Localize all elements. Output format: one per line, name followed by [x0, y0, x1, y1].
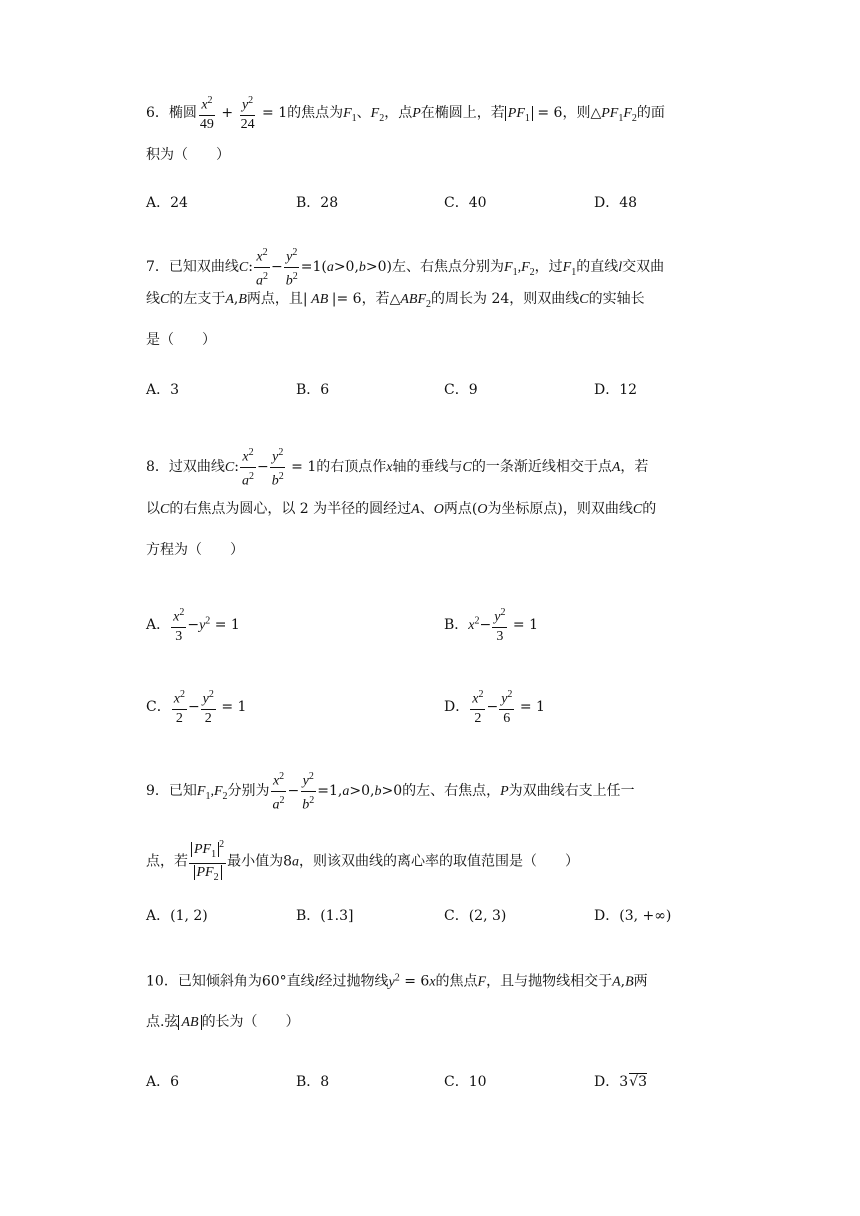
q10-text: 经过抛物线 — [318, 973, 389, 990]
q6-option-d: D．48 — [594, 195, 638, 211]
q8-text: 过双曲线 — [168, 459, 225, 476]
q6-text: 的面 — [636, 104, 665, 121]
q7-line1: 7．已知双曲线C: $\frac{x^2}{a^2}$ − $\frac{y^2}{b^2}$ =1(a>0,b>0)左、右焦点分别为$F_1,F_2$，过$F_1$的直线l交双曲 — [146, 244, 664, 290]
q9-text: 为双曲线右支上任一 — [508, 783, 635, 800]
q8-option-b: B．$x^2-$ $\frac{y^2}{3}$ = 1 — [444, 604, 538, 646]
q7-number: 7． — [146, 259, 169, 276]
q9-text: 的左、右焦点， — [402, 783, 501, 800]
q6-text: 椭圆 — [168, 104, 197, 121]
q8-line1: 8．过双曲线C: $\frac{x^2}{a^2}$ − $\frac{y^2}{b^2}$ = 1的右顶点作x轴的垂线与C的一条渐近线相交于点A，若 — [146, 444, 648, 490]
q6-text: 的焦点为 — [287, 104, 344, 121]
q10-option-c: C．10 — [444, 1074, 487, 1090]
q8-text: 轴的垂线与 — [392, 459, 463, 476]
q7-line3: 是（ ） — [146, 332, 216, 348]
q7-text: 线 — [146, 291, 160, 307]
q8-line3: 方程为（ ） — [146, 542, 244, 558]
q8-text: 的右顶点作 — [316, 459, 387, 476]
q8-number: 8． — [146, 459, 169, 476]
q6-option-a: A．24 — [146, 195, 188, 211]
option-label: D． — [594, 908, 620, 924]
q7-line2: 线C的左支于A,B两点，且| AB |= 6，若$\triangle ABF_2$的周长为 24，则双曲线C的实轴长 — [146, 291, 645, 310]
q7-text: ，若 — [361, 291, 390, 307]
option-value: (3, +∞) — [619, 908, 672, 924]
q7-frac-y: $\frac{y^2}{b^2}$ — [284, 244, 300, 290]
q7-text: 的直线 — [576, 259, 619, 276]
q8-option-a: A． $\frac{x^2}{3}$ $-y^2 = 1$ — [146, 604, 240, 646]
q9-text: ，则该双曲线的离心率的取值范围是（ ） — [299, 853, 580, 870]
q9-number: 9． — [146, 783, 169, 800]
q9-text: 已知 — [168, 783, 197, 800]
q6-frac-x: $\frac{x^2}{49}$ — [198, 92, 216, 134]
option-value: (2, 3) — [468, 908, 507, 924]
q9-text: 最小值为 — [227, 853, 284, 870]
q7-option-a: A．3 — [146, 382, 180, 398]
q10-text: 点.弦 — [146, 1014, 179, 1030]
q8-option-c: C． $\frac{x^2}{2}$ − $\frac{y^2}{2}$ = 1 — [146, 686, 246, 728]
q6-option-c: C．40 — [444, 195, 487, 211]
q7-option-c: C．9 — [444, 382, 478, 398]
q7-option-b: B．6 — [296, 382, 330, 398]
q6-frac-y: $\frac{y^2}{24}$ — [239, 92, 257, 134]
q10-number: 10． — [146, 973, 178, 990]
q7-option-d: D．12 — [594, 382, 638, 398]
q10-text: 已知倾斜角为 — [177, 973, 262, 990]
q10-text: 直线 — [286, 973, 315, 990]
q10-text: 的长为（ ） — [201, 1014, 300, 1030]
q10-text: 两 — [633, 973, 648, 990]
q8-text: 的一条渐近线相交于点 — [471, 459, 612, 476]
q6-number: 6． — [146, 104, 169, 121]
option-label: D． — [594, 1074, 620, 1090]
q7-text: 两点，且 — [246, 291, 303, 307]
q8-text: 的 — [642, 501, 657, 517]
q8-frac-x: $\frac{x^2}{a^2}$ — [240, 444, 256, 490]
q9-line1: 9．已知$F_1,F_2$分别为 $\frac{x^2}{a^2}$ − $\frac{y^2}{b^2}$ =1,a>0,b>0的左、右焦点，P为双曲线右支上任一 — [146, 768, 635, 814]
q6-text: ，则 — [562, 104, 591, 121]
option-label: C． — [146, 698, 171, 715]
q6-text: 、 — [356, 104, 371, 121]
option-label: C． — [444, 908, 469, 924]
option-label: D． — [444, 698, 470, 715]
q7-text: 已知双曲线 — [168, 259, 239, 276]
q8-text: 为坐标原点)，则双曲线 — [487, 501, 633, 517]
q8-option-d: D． $\frac{x^2}{2}$ − $\frac{y^2}{6}$ = 1 — [444, 686, 545, 728]
q7-text: 的周长为 24，则双曲线 — [431, 291, 580, 307]
q9-text: 点，若 — [146, 853, 188, 870]
option-label: B． — [444, 616, 469, 633]
option-value: (1.3] — [320, 908, 354, 924]
option-label: A． — [146, 908, 171, 924]
q10-option-d: D．3√3 — [594, 1074, 647, 1090]
q10-text: 的焦点 — [435, 973, 478, 990]
q8-line2: 以C的右焦点为圆心，以 2 为半径的圆经过A、O两点(O为坐标原点)，则双曲线C的 — [146, 501, 657, 517]
q10-option-b: B．8 — [296, 1074, 330, 1090]
q10-option-a: A．6 — [146, 1074, 180, 1090]
option-label: B． — [296, 908, 321, 924]
q9-line2: 点，若 $\frac{PF_1^2}{PF_2}$ 最小值为8a，则该双曲线的离心率的取值范围是（ ） — [146, 836, 579, 887]
q9-option-d — [594, 906, 671, 926]
q8-text: 两点( — [443, 501, 478, 517]
q10-text: ，且与抛物线相交于 — [486, 973, 613, 990]
q7-frac-x: $\frac{x^2}{a^2}$ — [254, 244, 270, 290]
q6-line1: 6．椭圆 $\frac{x^2}{49}$ + $\frac{y^2}{24}$ = 1的焦点为$F_1$、$F_2$，点P在椭圆上，若 $PF_1 = 6$，则$\triangle PF_1F_2$的面 — [146, 92, 665, 134]
q6-line2: 积为（ ） — [146, 147, 230, 163]
q9-text: 分别为 — [227, 783, 270, 800]
option-value: (1, 2) — [170, 908, 208, 924]
q7-text: ，过 — [534, 259, 563, 276]
q8-text: ，若 — [620, 459, 649, 476]
q9-option-c — [444, 906, 506, 926]
q8-frac-y: $\frac{y^2}{b^2}$ — [270, 444, 286, 490]
option-label: A． — [146, 616, 171, 633]
q6-option-b: B．28 — [296, 195, 339, 211]
q9-option-b — [296, 906, 354, 926]
q8-text: 的右焦点为圆心，以 2 为半径的圆经过 — [169, 501, 412, 517]
q10-line1: 10．已知倾斜角为60°直线l经过抛物线$y^2 = 6x$的焦点F，且与抛物线相交于A,B两 — [146, 972, 648, 990]
q7-text: 左、右焦点分别为 — [392, 259, 505, 276]
q6-text: ，点 — [384, 104, 413, 121]
q9-option-a — [146, 906, 208, 926]
q7-text: 的实轴长 — [588, 291, 645, 307]
q10-line2: 点.弦 AB 的长为（ ） — [146, 1014, 300, 1030]
q8-text: 以 — [146, 501, 160, 517]
q7-text: 的左支于 — [169, 291, 226, 307]
q7-text: 交双曲 — [622, 259, 665, 276]
q6-text: 在椭圆上，若 — [420, 104, 505, 121]
